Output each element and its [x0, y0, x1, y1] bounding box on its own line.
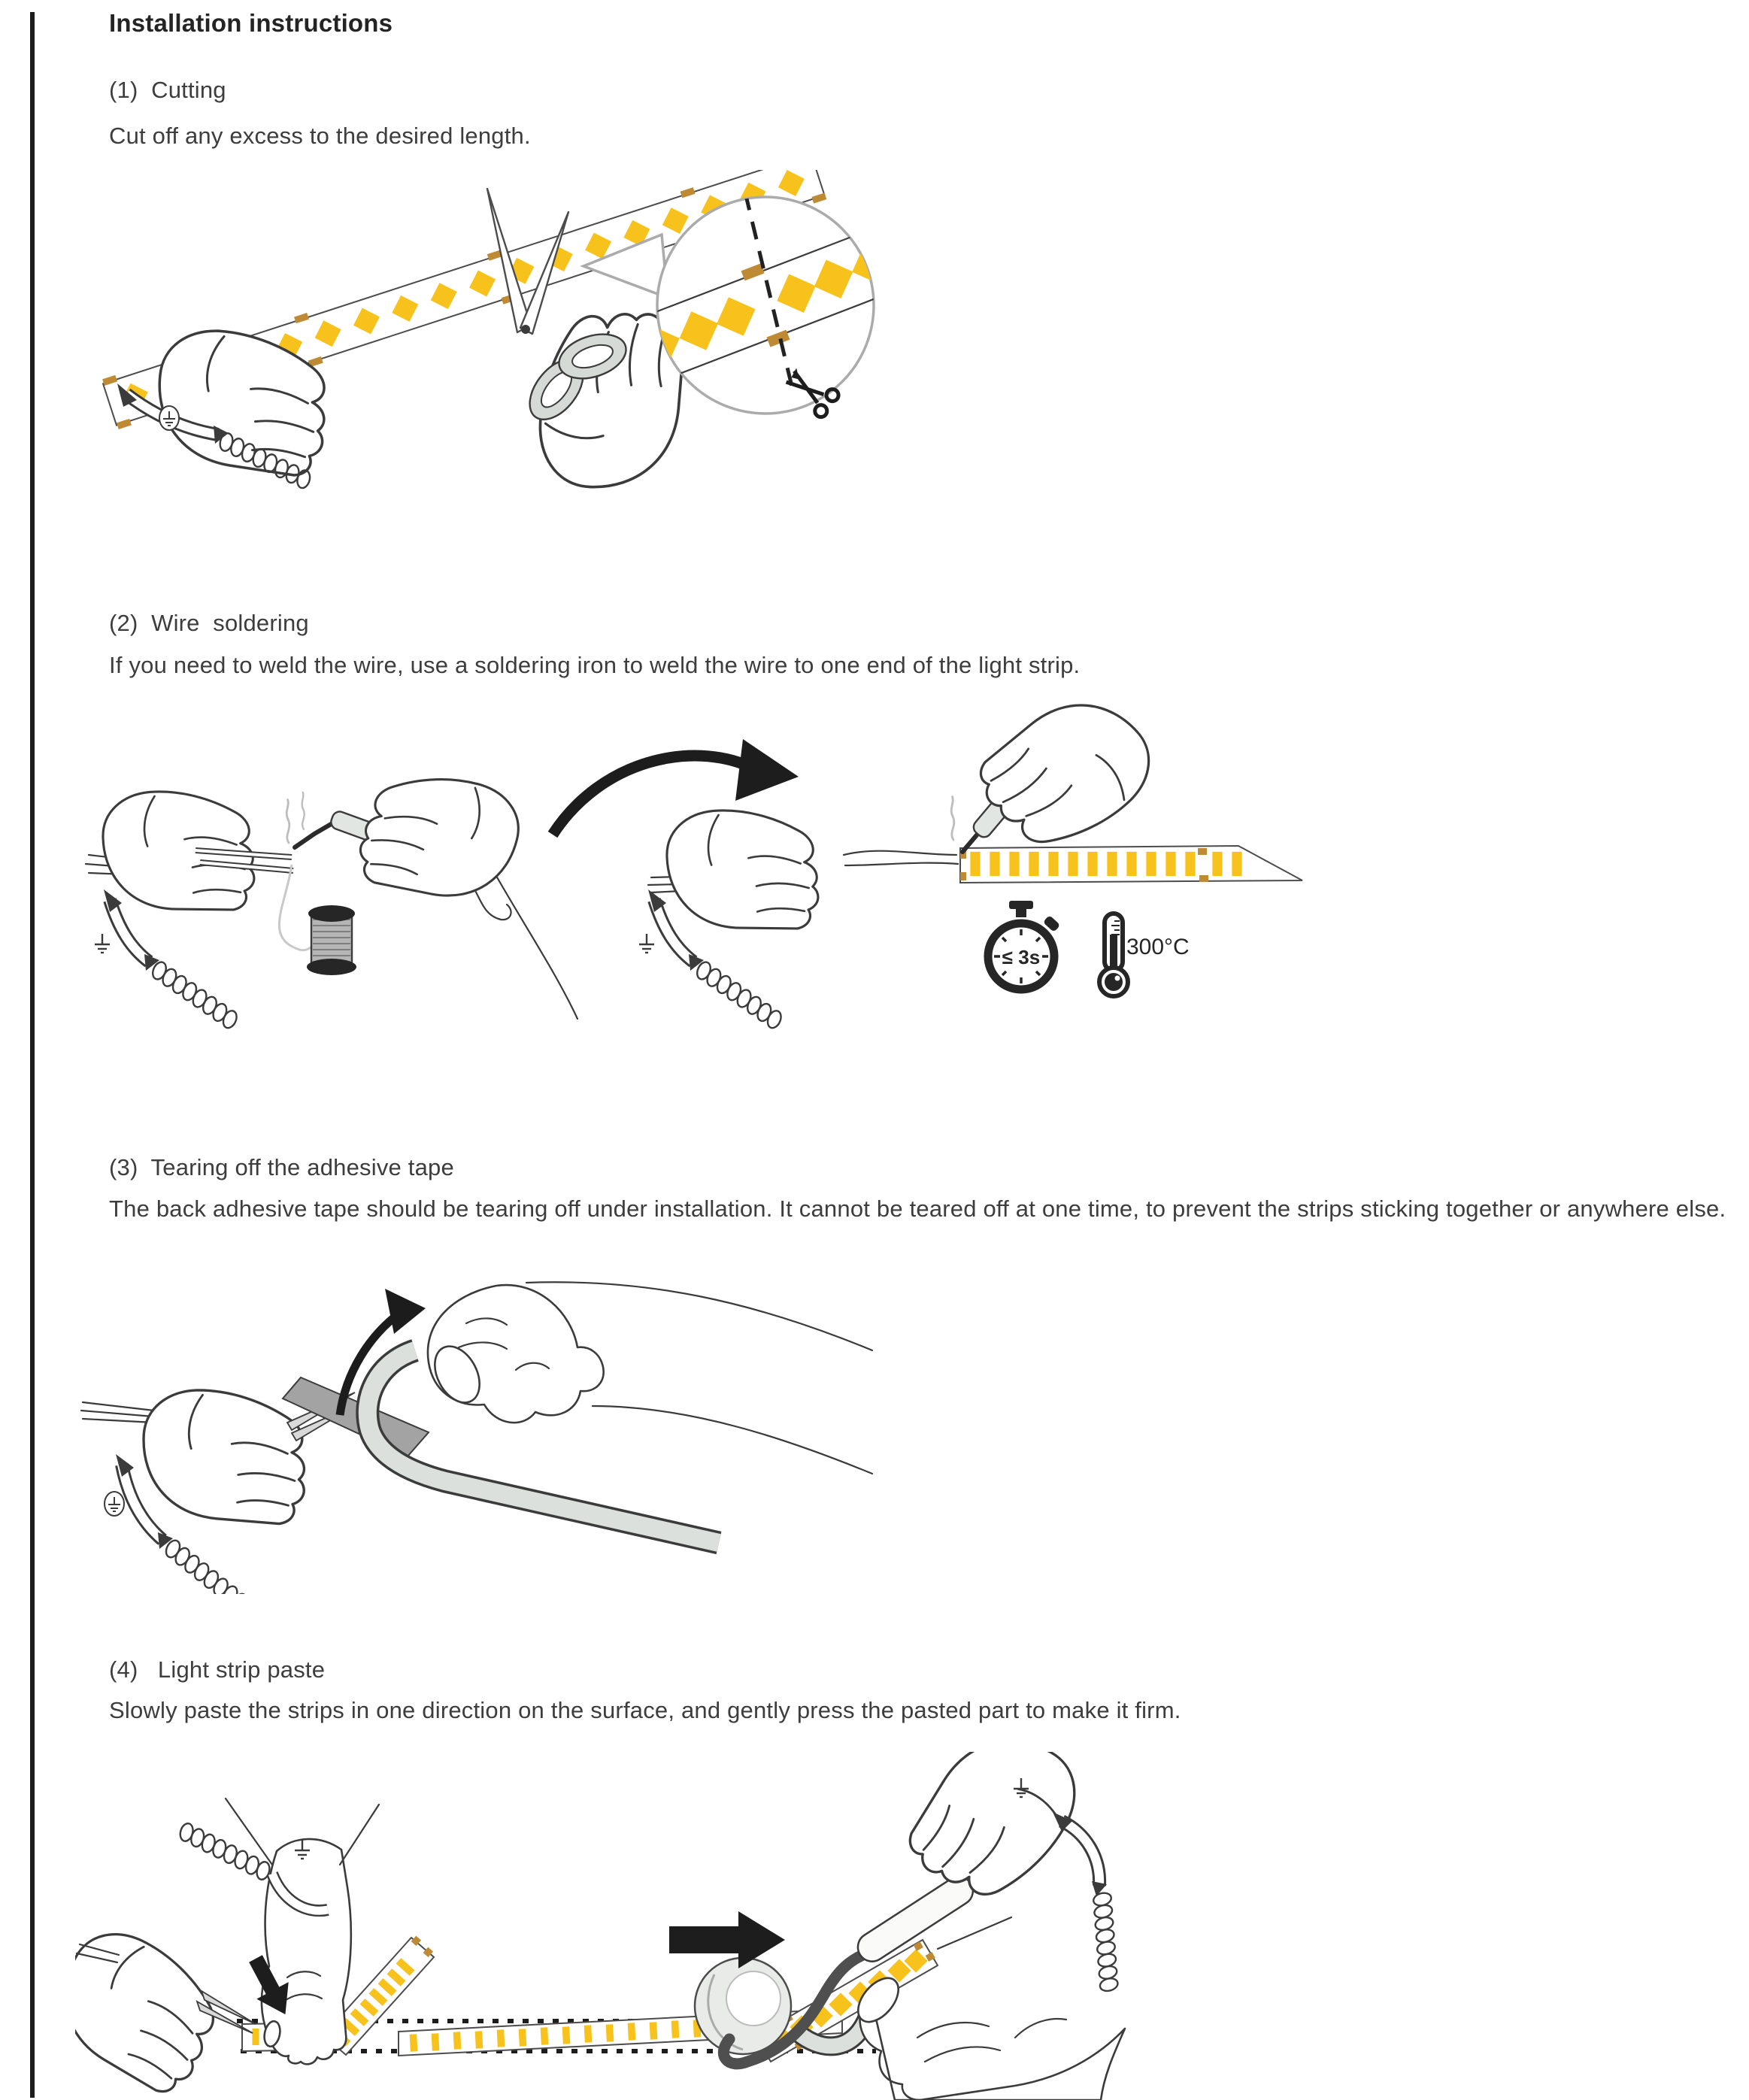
timer-label: ≤ 3s — [1002, 946, 1041, 968]
solder-wires-scene — [86, 771, 577, 1030]
holding-hand — [850, 1971, 1125, 2100]
section-4-body: Slowly paste the strips in one direction on the surface, and gently press the pasted part to make it firm. — [109, 1697, 1181, 1723]
solder-spool — [279, 865, 356, 975]
temperature-label: 300°C — [1126, 935, 1190, 959]
solder-to-strip-scene — [639, 695, 1302, 1030]
peeling-hand — [426, 1282, 872, 1474]
figure-wire-soldering — [75, 695, 1353, 1071]
wire-hand — [660, 805, 826, 936]
wrist-strap-coil — [174, 1822, 275, 1881]
left-margin-rule — [30, 12, 35, 2098]
section-1-heading: (1) Cutting — [109, 77, 226, 103]
led-strip — [960, 846, 1302, 883]
figure-tear-adhesive — [75, 1278, 940, 1594]
figure-strip-paste — [75, 1752, 1128, 2100]
iron-hand — [967, 695, 1169, 868]
holding-hand — [75, 1913, 238, 2100]
figure-cutting — [66, 170, 886, 498]
roller-scene — [399, 1752, 1128, 2100]
section-3-body: The back adhesive tape should be tearing off under installation. It cannot be teared off at one time, to prevent the strips sticking together or anywhere else. — [109, 1195, 1726, 1222]
ground-icon — [639, 934, 654, 953]
section-2-body: If you need to weld the wire, use a soldering iron to weld the wire to one end of the light strip. — [109, 652, 1081, 678]
stopwatch-icon — [988, 901, 1060, 989]
thermometer-icon — [1099, 914, 1190, 996]
iron-hand — [356, 771, 523, 902]
section-4-heading: (4) Light strip paste — [109, 1656, 326, 1683]
wrist-strap — [1053, 1812, 1107, 1896]
section-3-heading: (3) Tearing off the adhesive tape — [109, 1154, 454, 1180]
page-title: Installation instructions — [109, 9, 393, 37]
wrist-strap-coil — [688, 960, 790, 1030]
press-scene — [75, 1798, 434, 2100]
roller-tool — [695, 1871, 978, 2064]
ground-icon — [105, 1492, 124, 1516]
holding-hand — [132, 1380, 319, 1533]
wrist-strap-coil — [1077, 1891, 1128, 1992]
section-1-body: Cut off any excess to the desired length. — [109, 123, 531, 149]
section-2-heading: (2) Wire soldering — [109, 610, 309, 636]
ground-icon — [95, 934, 110, 953]
ground-icon — [159, 406, 179, 430]
wrist-strap-coil — [144, 960, 245, 1030]
wrist-strap-coil — [156, 1538, 256, 1594]
